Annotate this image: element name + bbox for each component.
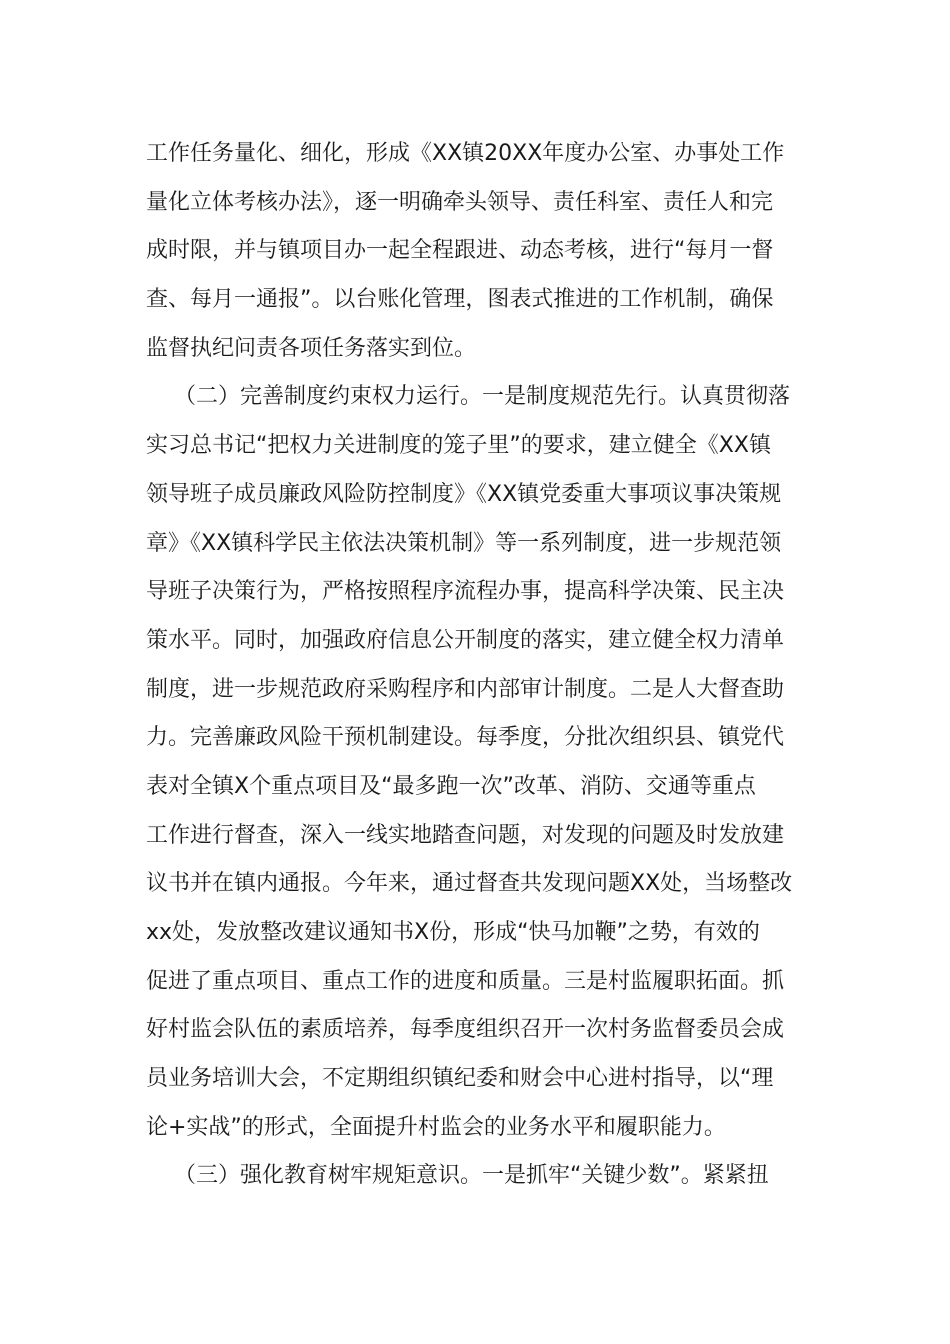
body-text bbox=[146, 130, 810, 1201]
text-line: 促进了重点项目、重点工作的进度和质量。三是村监履职拓面。抓 bbox=[146, 968, 785, 994]
text-line: 工作任务量化、细化，形成《XX镇20XX年度办公室、办事处工作 bbox=[146, 141, 785, 166]
text-line: 成时限，并与镇项目办一起全程跟进、动态考核，进行“每月一督 bbox=[146, 238, 774, 264]
text-line: 查、每月一通报”。以台账化管理，图表式推进的工作机制，确保 bbox=[146, 287, 774, 313]
text-line: 论+实战”的形式，全面提升村监会的业务水平和履职能力。 bbox=[146, 1114, 726, 1140]
section-heading-line: （二）完善制度约束权力运行。一是制度规范先行。认真贯彻落 bbox=[174, 384, 791, 410]
text-line: 策水平。同时，加强政府信息公开制度的落实，建立健全权力清单 bbox=[146, 627, 785, 653]
text-line: 好村监会队伍的素质培养，每季度组织召开一次村务监督委员会成 bbox=[146, 1017, 785, 1043]
text-line: 员业务培训大会，不定期组织镇纪委和财会中心进村指导，以“理 bbox=[146, 1066, 774, 1092]
text-line: 表对全镇X个重点项目及“最多跑一次”改革、消防、交通等重点 bbox=[146, 773, 756, 799]
section-heading-line: （三）强化教育树牢规矩意识。一是抓牢“关键少数”。紧紧扭 bbox=[174, 1163, 769, 1189]
text-line: 章》《XX镇科学民主依法决策机制》等一系列制度，进一步规范领 bbox=[146, 530, 782, 556]
text-line: 工作进行督查，深入一线实地踏查问题，对发现的问题及时发放建 bbox=[146, 822, 785, 848]
text-line: 领导班子成员廉政风险防控制度》《XX镇党委重大事项议事决策规 bbox=[146, 481, 782, 507]
text-line: 导班子决策行为，严格按照程序流程办事，提高科学决策、民主决 bbox=[146, 579, 785, 605]
text-line: 制度，进一步规范政府采购程序和内部审计制度。二是人大督查助 bbox=[146, 676, 785, 702]
text-line: 力。完善廉政风险干预机制建设。每季度，分批次组织县、镇党代 bbox=[146, 725, 785, 751]
text-line: 实习总书记“把权力关进制度的笼子里”的要求，建立健全《XX镇 bbox=[146, 433, 771, 459]
text-line: 监督执纪问责各项任务落实到位。 bbox=[146, 335, 477, 361]
text-line: 议书并在镇内通报。今年来，通过督查共发现问题XX处，当场整改 bbox=[146, 871, 793, 897]
text-line: xx处，发放整改建议通知书X份，形成“快马加鞭”之势，有效的 bbox=[146, 920, 760, 945]
text-line: 量化立体考核办法》，逐一明确牵头领导、责任科室、责任人和完 bbox=[146, 189, 774, 215]
